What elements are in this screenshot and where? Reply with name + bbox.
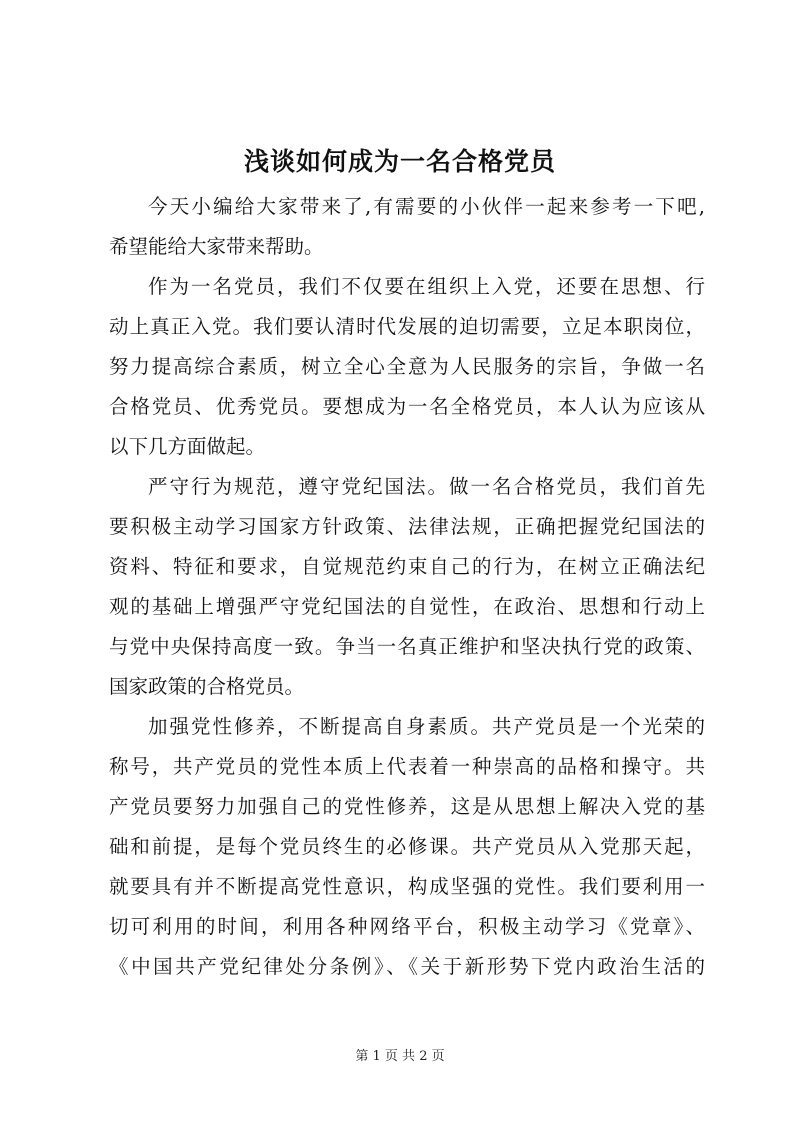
text-line: 础和前提，是每个党员终生的必修课。共产党员从入党那天起， [109,835,705,858]
document-body [109,187,705,987]
paragraph [109,267,705,467]
text-line: 动上真正入党。我们要认清时代发展的迫切需要，立足本职岗位， [109,315,705,338]
text-line: 严守行为规范，遵守党纪国法。做一名合格党员，我们首先 [148,475,705,498]
text-line: 资料、特征和要求，自觉规范约束自己的行为，在树立正确法纪 [109,555,705,578]
paragraph [109,467,705,707]
text-line: 观的基础上增强严守党纪国法的自觉性，在政治、思想和行动上 [109,595,705,618]
text-line: 就要具有并不断提高党性意识，构成坚强的党性。我们要利用一 [109,875,705,898]
text-line: 切可利用的时间，利用各种网络平台，积极主动学习《党章》、 [109,915,705,938]
text-line: 称号，共产党员的党性本质上代表着一种崇高的品格和操守。共 [109,755,705,778]
text-line: 《中国共产党纪律处分条例》、《关于新形势下党内政治生活的 [109,955,705,978]
text-line: 国家政策的合格党员。 [109,675,305,698]
text-line: 希望能给大家带来帮助。 [109,235,324,258]
text-line: 加强党性修养，不断提高自身素质。共产党员是一个光荣的 [148,715,705,738]
text-line: 作为一名党员，我们不仅要在组织上入党，还要在思想、行 [148,275,705,298]
text-line: 要积极主动学习国家方针政策、法律法规，正确把握党纪国法的 [109,515,705,538]
page-number-footer: 第 1 页 共 2 页 [355,1049,445,1064]
text-line: 今天小编给大家带来了,有需要的小伙伴一起来参考一下吧, [148,195,705,218]
paragraph [109,707,705,987]
text-line: 合格党员、优秀党员。要想成为一名全格党员，本人认为应该从 [109,395,705,418]
text-line: 努力提高综合素质，树立全心全意为人民服务的宗旨，争做一名 [109,355,705,378]
text-line: 产党员要努力加强自己的党性修养，这是从思想上解决入党的基 [109,795,705,818]
document-title: 浅谈如何成为一名合格党员 [243,147,556,176]
text-line: 与党中央保持高度一致。争当一名真正维护和坚决执行党的政策、 [109,635,705,658]
paragraph [109,187,705,267]
text-line: 以下几方面做起。 [109,435,266,458]
